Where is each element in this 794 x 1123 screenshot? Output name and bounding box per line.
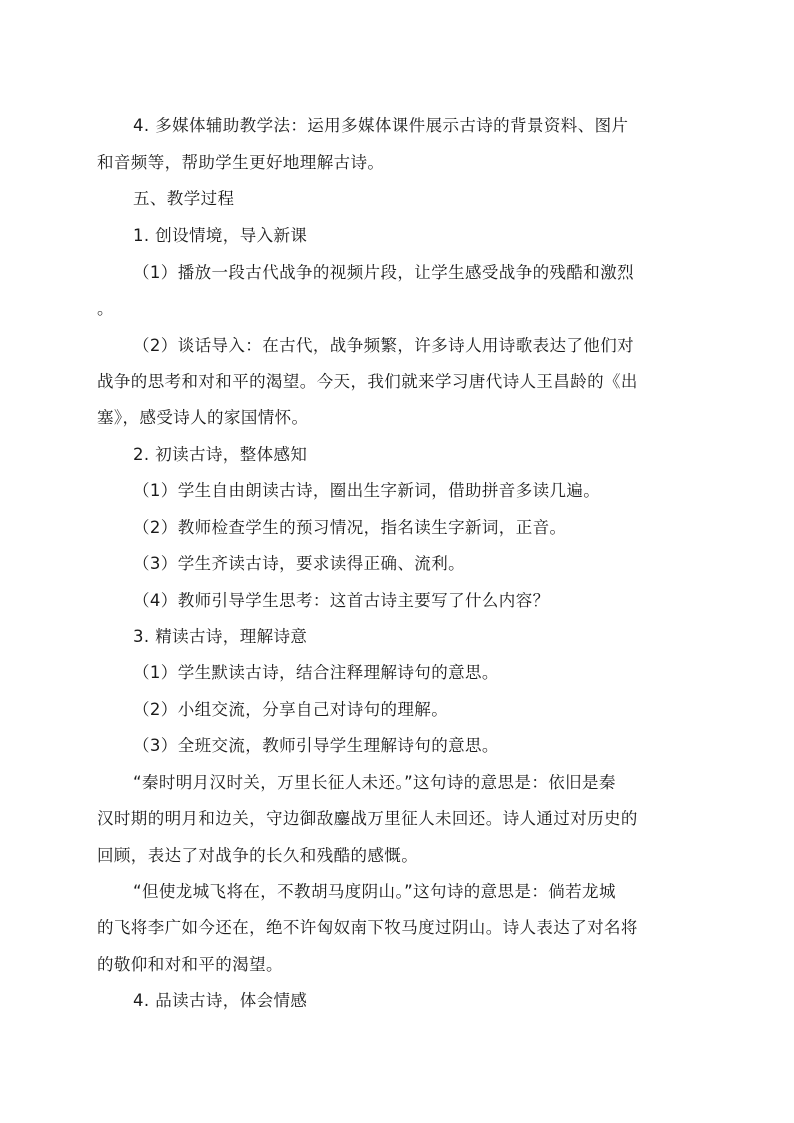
subsection-heading: 4. 品读古诗，体会情感 xyxy=(133,991,308,1010)
text-line: 的飞将李广如今还在，绝不许匈奴南下牧马度过阴山。诗人表达了对名将 xyxy=(97,918,638,937)
subsection-heading: 2. 初读古诗，整体感知 xyxy=(133,445,308,464)
section-heading: 五、教学过程 xyxy=(133,189,235,208)
text-line: 汉时期的明月和边关，守边御敌鏖战万里征人未回还。诗人通过对历史的 xyxy=(97,809,638,828)
text-line: （2）小组交流，分享自己对诗句的理解。 xyxy=(133,700,449,719)
text-line: 和音频等，帮助学生更好地理解古诗。 xyxy=(97,153,385,172)
text-line: （3）学生齐读古诗，要求读得正确、流利。 xyxy=(133,554,465,573)
text-line: “秦时明月汉时关，万里长征人未还。”这句诗的意思是：依旧是秦 xyxy=(133,773,616,792)
subsection-heading: 1. 创设情境，导入新课 xyxy=(133,226,308,245)
text-line: “但使龙城飞将在，不教胡马度阴山。”这句诗的意思是：倘若龙城 xyxy=(133,882,616,901)
text-line: （4）教师引导学生思考：这首古诗主要写了什么内容？ xyxy=(133,591,550,610)
text-line: （1）学生默读古诗，结合注释理解诗句的意思。 xyxy=(133,663,499,682)
subsection-heading: 3. 精读古诗，理解诗意 xyxy=(133,627,308,646)
text-line: （1）学生自由朗读古诗，圈出生字新词，借助拼音多读几遍。 xyxy=(133,481,601,500)
text-line: 4. 多媒体辅助教学法：运用多媒体课件展示古诗的背景资料、图片 xyxy=(133,116,629,135)
text-line: 回顾，表达了对战争的长久和残酷的感慨。 xyxy=(97,846,419,865)
text-line: （2）谈话导入：在古代，战争频繁，许多诗人用诗歌表达了他们对 xyxy=(133,336,634,355)
text-line: 塞》，感受诗人的家国情怀。 xyxy=(97,408,309,427)
text-line: 的敬仰和对和平的渴望。 xyxy=(97,955,283,974)
text-line: （3）全班交流，教师引导学生理解诗句的意思。 xyxy=(133,736,499,755)
text-line: 。 xyxy=(97,299,114,318)
text-line: （2）教师检查学生的预习情况，指名读生字新词，正音。 xyxy=(133,518,567,537)
text-line: （1）播放一段古代战争的视频片段，让学生感受战争的残酷和激烈 xyxy=(133,263,634,282)
text-line: 战争的思考和对和平的渴望。今天，我们就来学习唐代诗人王昌龄的《出 xyxy=(97,372,638,391)
